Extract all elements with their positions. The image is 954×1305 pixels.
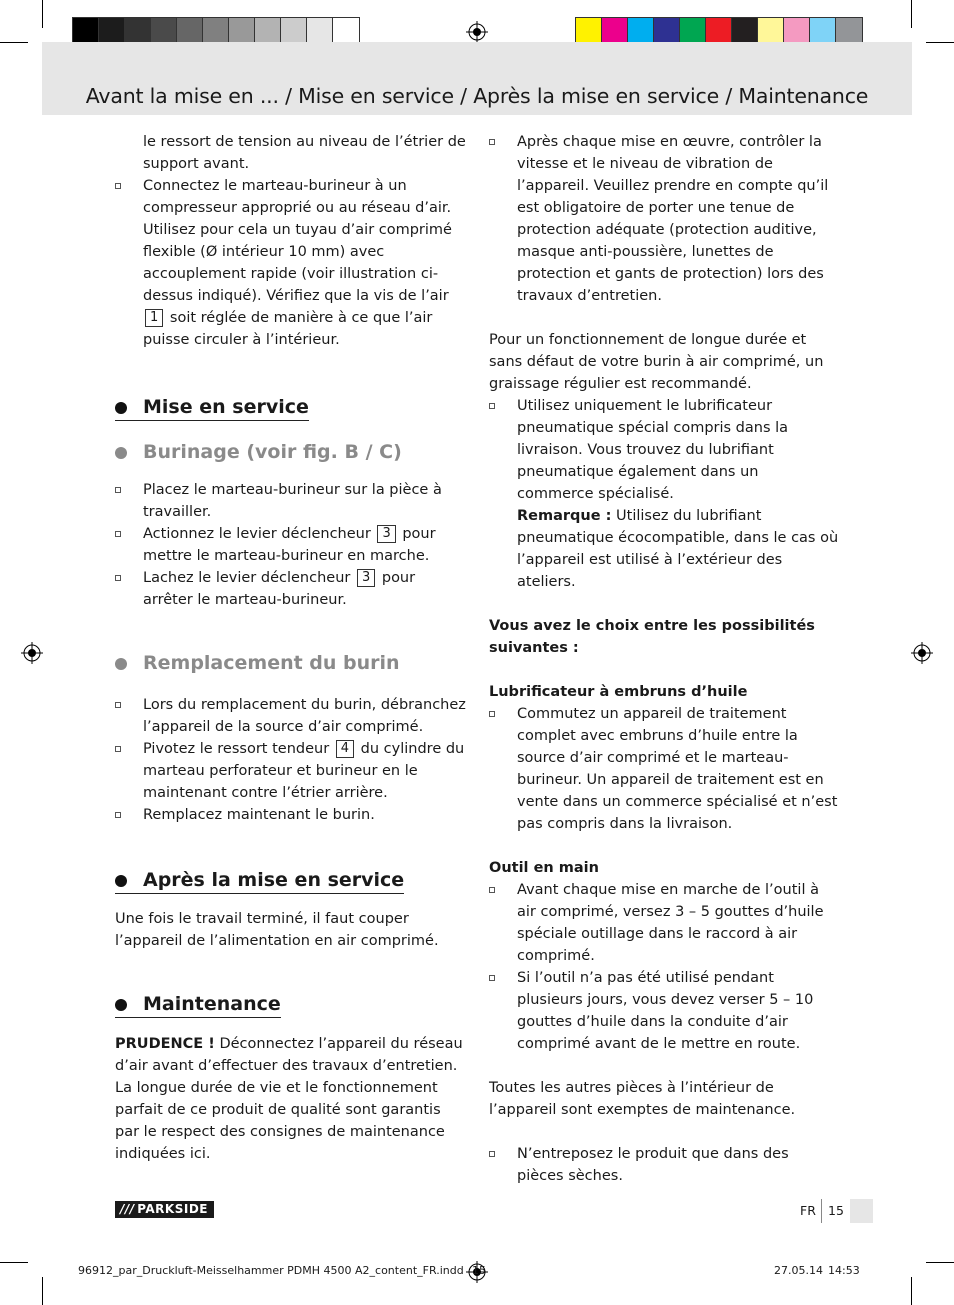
checkbox-bullet-icon: [489, 975, 495, 981]
crop-mark: [0, 1262, 28, 1263]
footer-divider: [821, 1199, 822, 1223]
section-heading-apres: Après la mise en service: [115, 867, 404, 894]
checkbox-bullet-icon: [489, 139, 495, 145]
checkbox-bullet-icon: [115, 702, 121, 708]
crop-mark: [42, 1277, 43, 1305]
part-reference: 3: [357, 569, 375, 587]
left-column: [115, 131, 467, 1165]
section-heading-mise-en-service: Mise en service: [115, 394, 309, 421]
paragraph: Pour un fonctionnement de longue durée et sans défaut de votre burin à air comprimé, un graissage régulier est recommandé.: [489, 332, 824, 392]
checkbox-bullet-icon: [115, 812, 121, 818]
crop-mark: [926, 42, 954, 43]
checkbox-bullet-icon: [489, 1151, 495, 1157]
page-number: 15: [828, 1203, 844, 1218]
part-reference: 4: [336, 740, 354, 758]
crop-mark: [0, 42, 28, 43]
section-heading-remplacement: Remplacement du burin: [115, 650, 400, 676]
language-code: FR: [800, 1203, 816, 1218]
bullet-dot-icon: [115, 999, 127, 1011]
bullet-dot-icon: [115, 402, 127, 414]
section-heading-maintenance: Maintenance: [115, 991, 281, 1018]
note-label: Remarque :: [517, 508, 612, 524]
list-item: Après chaque mise en œuvre, contrôler la vitesse et le niveau de vibration de l’appareil. Veuillez prendre en compte qu’il est obligatoire de porter une tenue de protection adéquate (protection auditive, masque anti-poussière, lunettes de protection et gants de protection) lors des travaux d’entretien.: [489, 131, 839, 307]
part-reference: 1: [145, 309, 163, 327]
subheading: Vous avez le choix entre les possibilités suivantes :: [489, 618, 815, 656]
footer-tab: [850, 1199, 873, 1223]
checkbox-bullet-icon: [489, 403, 495, 409]
list-item: Utilisez uniquement le lubrificateur pneumatique spécial compris dans la livraison. Vous trouvez du lubrifiant pneumatique également dans un commerce spécialisé.: [489, 395, 839, 505]
checkbox-bullet-icon: [115, 183, 121, 189]
bullet-dot-icon: [115, 658, 127, 670]
checkbox-bullet-icon: [115, 531, 121, 537]
slug-date: 27.05.14: [774, 1264, 823, 1277]
slug-time: 14:53: [828, 1264, 860, 1277]
checkbox-bullet-icon: [115, 746, 121, 752]
registration-mark-icon: [911, 642, 933, 664]
crop-mark: [911, 1277, 912, 1305]
list-item: Avant chaque mise en marche de l’outil à air comprimé, versez 3 – 5 gouttes d’huile spéciale outillage dans le raccord à air comprimé.: [489, 879, 839, 967]
crop-mark: [926, 1262, 954, 1263]
page-title: Avant la mise en ... / Mise en service / Après la mise en service / Maintenance: [85, 84, 869, 108]
bullet-dot-icon: [115, 447, 127, 459]
paragraph: Une fois le travail terminé, il faut couper l’appareil de l’alimentation en air comprimé.: [115, 911, 439, 949]
checkbox-bullet-icon: [489, 887, 495, 893]
part-reference: 3: [377, 525, 395, 543]
warning-label: PRUDENCE !: [115, 1036, 215, 1052]
list-item: Remplacez maintenant le burin.: [115, 804, 467, 826]
item-text: Connectez le marteau-burineur à un compresseur approprié ou au réseau d’air. Utilisez pour cela un tuyau d’air comprimé flexible (Ø intérieur 10 mm) avec accouplement rapide (voir illustration ci-dessus indiqué). Vérifiez que la vis de l’air: [143, 178, 452, 304]
checkbox-bullet-icon: [115, 575, 121, 581]
logo-slashes: ///: [120, 1202, 135, 1216]
bullet-dot-icon: [115, 875, 127, 887]
slug-page: 15: [472, 1264, 486, 1277]
list-item: Lachez le levier déclencheur 3 pour arrêter le marteau-burineur.: [115, 567, 467, 611]
section-heading-burinage: Burinage (voir fig. B / C): [115, 439, 402, 465]
slug-filename: 96912_par_Druckluft-Meisselhammer PDMH 4500 A2_content_FR.indd: [78, 1264, 464, 1277]
brand-logo: [115, 1201, 214, 1218]
list-item: Si l’outil n’a pas été utilisé pendant plusieurs jours, vous devez verser 5 – 10 gouttes d’huile dans la conduite d’air comprimé avant de le mettre en route.: [489, 967, 839, 1055]
crop-mark: [42, 0, 43, 28]
list-item: Lors du remplacement du burin, débranchez l’appareil de la source d’air comprimé.: [115, 694, 467, 738]
paragraph: le ressort de tension au niveau de l’étrier de support avant.: [143, 134, 466, 172]
list-item: N’entreposez le produit que dans des pièces sèches.: [489, 1143, 839, 1187]
note-paragraph: Remarque : Utilisez du lubrifiant pneumatique écocompatible, dans le cas où l’appareil est utilisé à l’extérieur des ateliers.: [517, 508, 839, 590]
registration-mark-icon: [466, 21, 488, 43]
list-item: Pivotez le ressort tendeur 4 du cylindre du marteau perforateur et burineur en le maintenant contre l’étrier arrière.: [115, 738, 467, 804]
checkbox-bullet-icon: [115, 487, 121, 493]
registration-mark-icon: [21, 642, 43, 664]
paragraph: La longue durée de vie et le fonctionnement parfait de ce produit de qualité sont garantis par le respect des consignes de maintenance indiquées ici.: [115, 1080, 445, 1162]
paragraph: Toutes les autres pièces à l’intérieur de l’appareil sont exemptes de maintenance.: [489, 1080, 796, 1118]
subheading: Outil en main: [489, 860, 599, 876]
list-item: [115, 175, 467, 351]
checkbox-bullet-icon: [489, 711, 495, 717]
list-item: Commutez un appareil de traitement complet avec embruns d’huile entre la source d’air comprimé et le marteau-burineur. Un appareil de traitement est en vente dans un commerce spécialisé et n’est pas compris dans la livraison.: [489, 703, 839, 835]
list-item: Actionnez le levier déclencheur 3 pour mettre le marteau-burineur en marche.: [115, 523, 467, 567]
list-item: Placez le marteau-burineur sur la pièce à travailler.: [115, 479, 467, 523]
right-column: [489, 131, 839, 1187]
subheading: Lubrificateur à embruns d’huile: [489, 684, 748, 700]
warning-paragraph: PRUDENCE ! Déconnectez l’appareil du réseau d’air avant d’effectuer des travaux d’entretien.: [115, 1036, 463, 1074]
crop-mark: [911, 0, 912, 28]
item-text: soit réglée de manière à ce que l’air puisse circuler à l’intérieur.: [143, 310, 433, 348]
logo-text: PARKSIDE: [137, 1202, 208, 1216]
